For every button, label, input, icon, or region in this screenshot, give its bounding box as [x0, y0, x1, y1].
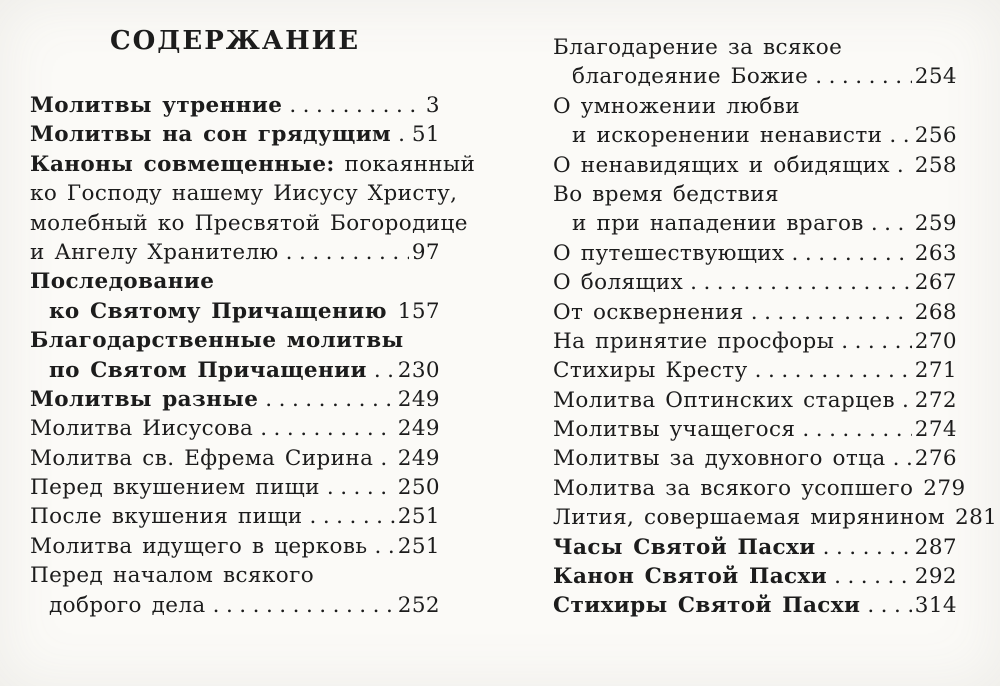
dot-leader — [802, 415, 911, 444]
dot-leader — [893, 444, 912, 473]
dot-leader — [374, 356, 395, 385]
page-title: СОДЕРЖАНИЕ — [109, 26, 361, 56]
toc-entry-page: 276 — [914, 446, 957, 472]
toc-entry-label: Канон Святой Пасхи — [553, 564, 828, 590]
toc-entry — [553, 327, 957, 356]
toc-entry-page: 268 — [914, 299, 957, 325]
toc-entry — [553, 180, 957, 209]
toc-entry-page: 259 — [914, 211, 957, 237]
dot-leader — [265, 385, 394, 414]
toc-entry — [30, 444, 440, 473]
toc-entry-page: 251 — [397, 533, 440, 559]
toc-entry-page: 263 — [914, 240, 957, 266]
dot-leader — [260, 414, 395, 443]
dot-leader — [871, 209, 912, 238]
toc-entry-page: 281 — [955, 505, 998, 531]
dot-leader — [380, 444, 394, 473]
toc-entry-page: 271 — [914, 358, 957, 384]
toc-entry — [30, 209, 468, 238]
toc-entry-label: Стихиры Кресту — [553, 358, 748, 384]
dot-leader — [823, 533, 912, 562]
toc-entry-label: Молитва св. Ефрема Сирина — [30, 445, 374, 471]
toc-entry-label: Во время бедствия — [553, 181, 779, 207]
dot-leader — [751, 298, 912, 327]
toc-entry-label: Благодарственные молитвы — [30, 328, 404, 354]
toc-entry-label: благодеяние Божие — [572, 64, 809, 90]
toc-entry-label: и при нападении врагов — [572, 211, 864, 237]
toc-entry-label: Каноны совмещенные: покаянный — [30, 151, 476, 177]
toc-entry — [30, 150, 476, 179]
dot-leader — [792, 239, 912, 268]
toc-entry — [553, 533, 957, 562]
toc-entry-label: Молитва Иисусова — [30, 416, 254, 442]
toc-entry-page: 254 — [914, 64, 957, 90]
toc-entry-page: 272 — [914, 387, 957, 413]
dot-leader — [902, 386, 912, 415]
toc-entry-label: Молитвы утренние — [30, 93, 283, 118]
toc-entry-label: ко Святому Причащению — [49, 298, 387, 324]
toc-entry-label-bold: Каноны совмещенные: — [30, 151, 335, 177]
toc-entry-page: 51 — [411, 122, 440, 148]
toc-entry-label: О путешествующих — [553, 240, 785, 266]
dot-leader — [834, 562, 912, 591]
toc-entry-label: Молитвы на сон грядущим — [30, 122, 392, 148]
toc-entry — [553, 121, 957, 150]
dot-leader — [755, 356, 912, 385]
toc-entry-label: На принятие просфоры — [553, 328, 835, 354]
toc-entry-label: Молитвы за духовного отца — [553, 446, 886, 472]
toc-entry — [553, 356, 957, 385]
toc-right-column — [553, 0, 998, 621]
toc-entry-label: Лития, совершаемая мирянином — [553, 505, 946, 531]
toc-entry — [553, 62, 957, 91]
toc-entry-label: Молитвы учащегося — [553, 417, 796, 443]
dot-leader — [841, 327, 912, 356]
toc-entry — [30, 120, 440, 149]
toc-entry — [30, 238, 440, 267]
toc-entry — [30, 297, 440, 326]
toc-entry — [30, 385, 440, 414]
toc-entry-page: 267 — [914, 270, 957, 296]
toc-entry-label: О умножении любви — [553, 93, 800, 119]
toc-entry-page: 249 — [397, 445, 440, 471]
toc-entry — [553, 474, 966, 503]
toc-entry — [553, 386, 957, 415]
dot-leader — [286, 238, 409, 267]
toc-entry-page: 270 — [914, 328, 957, 354]
toc-entry — [30, 532, 440, 561]
toc-entry — [553, 151, 957, 180]
toc-entry-label: Молитва Оптинских старцев — [553, 387, 896, 413]
toc-entry — [553, 562, 957, 591]
dot-leader — [394, 297, 395, 326]
toc-entry-page: 274 — [914, 417, 957, 443]
toc-entry — [553, 444, 957, 473]
toc-entry — [30, 473, 440, 502]
dot-leader — [897, 151, 912, 180]
toc-entry-page: 249 — [397, 386, 440, 412]
toc-entry-page: 250 — [397, 475, 440, 501]
toc-entry-label: Часы Святой Пасхи — [553, 534, 816, 560]
dot-leader — [310, 502, 395, 531]
toc-entry-page: 251 — [397, 504, 440, 530]
toc-entry-page: 292 — [914, 564, 957, 590]
toc-entry-label: Молитва идущего в церковь — [30, 533, 368, 559]
dot-leader — [889, 121, 911, 150]
toc-entry-page: 256 — [914, 123, 957, 149]
toc-entry — [553, 239, 957, 268]
dot-leader — [375, 532, 395, 561]
toc-entry-page: 249 — [397, 416, 440, 442]
toc-entry-page: 157 — [397, 298, 440, 324]
toc-entry — [553, 33, 957, 62]
toc-entry-page: 97 — [411, 239, 440, 265]
toc-entry-label: После вкушения пищи — [30, 504, 303, 530]
toc-entry-label: и искоренении ненависти — [572, 123, 883, 149]
toc-entry-page: 3 — [425, 93, 440, 118]
toc-entry-page: 258 — [914, 152, 957, 178]
toc-entry — [553, 415, 957, 444]
toc-entry-page: 279 — [923, 475, 966, 501]
toc-entry-label: Стихиры Святой Пасхи — [553, 593, 861, 619]
toc-entry — [30, 502, 440, 531]
toc-entry-label: О ненавидящих и обидящих — [553, 152, 890, 178]
dot-leader — [327, 473, 395, 502]
toc-entry-page: 230 — [397, 357, 440, 383]
toc-entry — [30, 591, 440, 620]
toc-entry-label: От осквернения — [553, 299, 744, 325]
toc-entry — [30, 267, 440, 296]
toc-left-rows — [30, 91, 476, 620]
toc-entry — [553, 268, 957, 297]
toc-entry-label: Перед вкушением пищи — [30, 475, 320, 501]
toc-entry-page: 287 — [914, 534, 957, 560]
toc-entry-label: Молитвы разные — [30, 386, 259, 412]
toc-entry-label: по Святом Причащении — [49, 357, 367, 383]
toc-entry — [553, 92, 957, 121]
toc-entry — [553, 503, 998, 532]
toc-entry-page: 252 — [397, 592, 440, 618]
toc-entry-label: Благодарение за всякое — [553, 35, 843, 60]
toc-entry — [30, 91, 440, 120]
dot-leader — [867, 591, 911, 620]
toc-entry-label: молебный ко Пресвятой Богородице — [30, 210, 468, 236]
toc-entry-label: ко Господу нашему Иисусу Христу, — [30, 181, 458, 207]
dot-leader — [690, 268, 912, 297]
toc-left-column — [30, 0, 476, 620]
toc-entry — [30, 326, 440, 355]
dot-leader — [398, 120, 409, 149]
dot-leader — [213, 591, 395, 620]
toc-entry-label: Молитва за всякого усопшего — [553, 475, 914, 501]
toc-entry — [30, 179, 458, 208]
toc-entry — [553, 591, 957, 620]
toc-entry — [553, 209, 957, 238]
toc-entry — [30, 356, 440, 385]
toc-entry-label: Последование — [30, 269, 215, 295]
toc-entry — [30, 414, 440, 443]
toc-entry-label: и Ангелу Хранителю — [30, 239, 279, 265]
toc-entry — [30, 561, 440, 590]
dot-leader — [289, 91, 423, 120]
toc-entry-label: Перед началом всякого — [30, 563, 315, 589]
toc-entry-label: доброго дела — [49, 592, 206, 618]
toc-entry-page: 314 — [914, 593, 957, 619]
toc-entry-label: О болящих — [553, 270, 684, 296]
toc-right-rows — [553, 33, 998, 621]
dot-leader — [815, 62, 912, 91]
toc-entry — [553, 298, 957, 327]
